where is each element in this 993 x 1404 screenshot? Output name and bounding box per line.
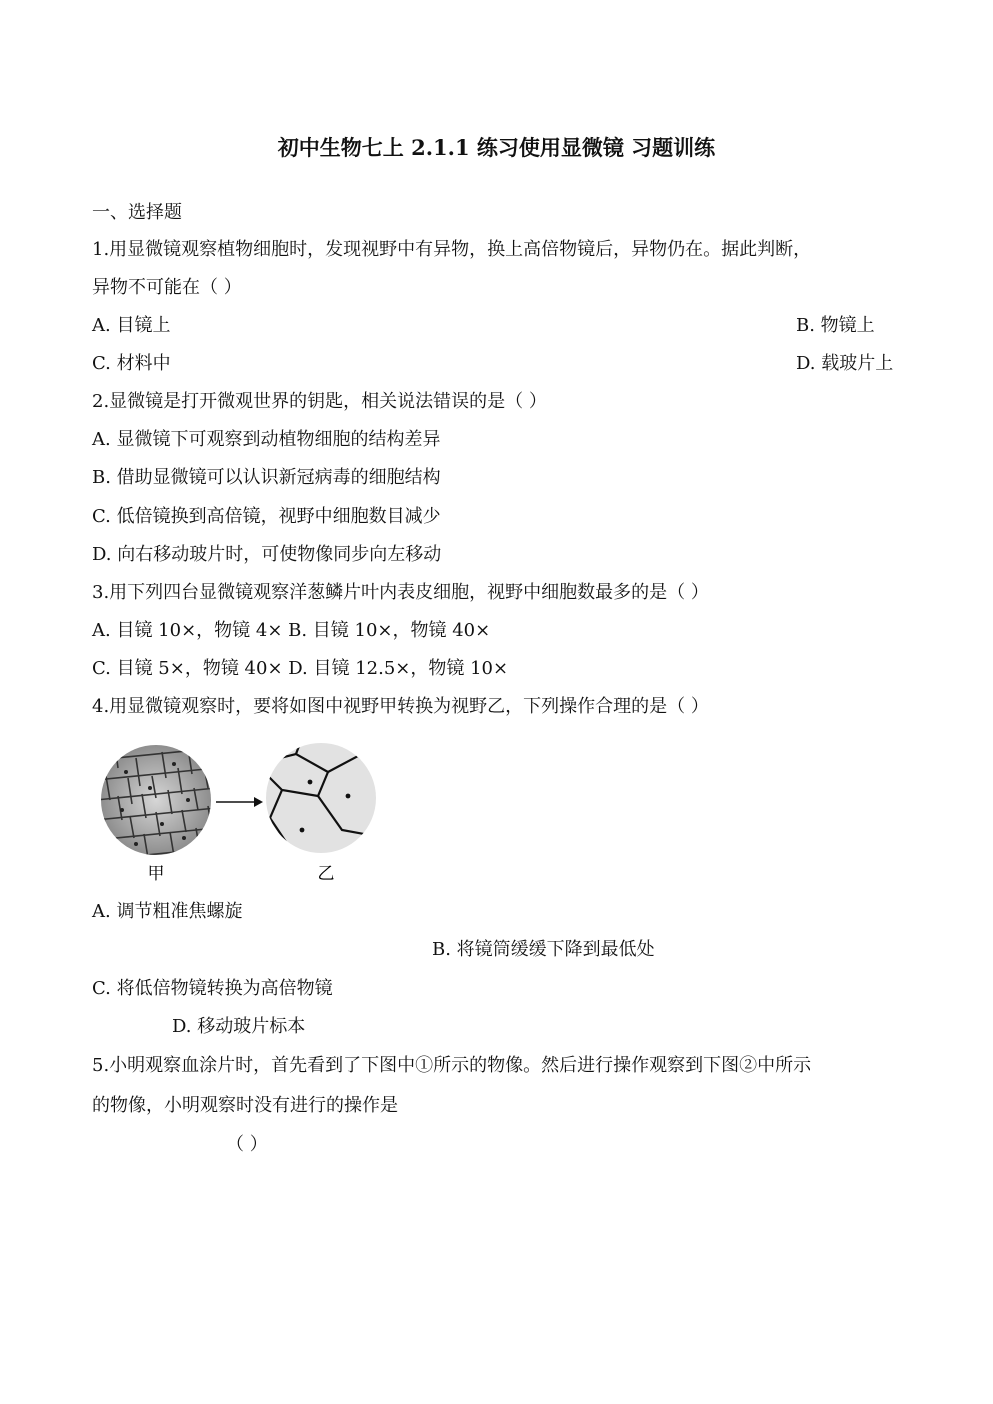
q5-stem-line2: 的物像，小明观察时没有进行的操作是 [92,1095,398,1116]
q3-options-row2: C. 目镜 5×，物镜 40× D. 目镜 12.5×，物镜 10× [92,658,509,679]
q1-option-c: C. 材料中 [92,353,171,374]
q4-stem: 4.用显微镜观察时，要将如图中视野甲转换为视野乙，下列操作合理的是（ ） [92,696,709,717]
cell-fields-illustration [96,738,386,888]
field-b-high-magnification [256,738,386,858]
q2-option-d: D. 向右移动玻片时，可使物像同步向左移动 [92,544,442,565]
figure-label-b: 乙 [317,864,335,884]
figure-label-a: 甲 [147,864,165,884]
q3-options-row1: A. 目镜 10×，物镜 4× B. 目镜 10×，物镜 40× [92,620,491,641]
q5-answer-blank: （ ） [226,1134,268,1155]
q4-option-b: B. 将镜筒缓缓下降到最低处 [432,939,655,960]
q5-stem-line1: 5.小明观察血涂片时，首先看到了下图中①所示的物像。然后进行操作观察到下图②中所示 [92,1055,812,1076]
q1-option-d: D. 载玻片上 [796,353,894,374]
q1-option-b: B. 物镜上 [796,315,875,336]
field-a-low-magnification [96,738,216,862]
q2-option-b: B. 借助显微镜可以认识新冠病毒的细胞结构 [92,467,441,488]
q2-option-a: A. 显微镜下可观察到动植物细胞的结构差异 [92,429,441,450]
q2-option-c: C. 低倍镜换到高倍镜，视野中细胞数目减少 [92,506,441,527]
q4-option-c: C. 将低倍物镜转换为高倍物镜 [92,978,333,999]
page-title: 初中生物七上 2.1.1 练习使用显微镜 习题训练 [277,135,716,160]
q4-option-a: A. 调节粗准焦螺旋 [92,901,243,922]
q1-stem-line2: 异物不可能在（ ） [92,277,242,298]
section-heading: 一、选择题 [92,202,182,223]
microscope-field-figure [96,738,386,888]
q1-stem-line1: 1.用显微镜观察植物细胞时，发现视野中有异物，换上高倍物镜后，异物仍在。据此判断， [92,239,812,260]
q3-stem: 3.用下列四台显微镜观察洋葱鳞片叶内表皮细胞，视野中细胞数最多的是（ ） [92,582,709,603]
q2-stem: 2.显微镜是打开微观世界的钥匙，相关说法错误的是（ ） [92,391,547,412]
q1-option-a: A. 目镜上 [92,315,171,336]
q4-option-d: D. 移动玻片标本 [172,1016,306,1037]
arrow-right-icon [216,797,263,807]
